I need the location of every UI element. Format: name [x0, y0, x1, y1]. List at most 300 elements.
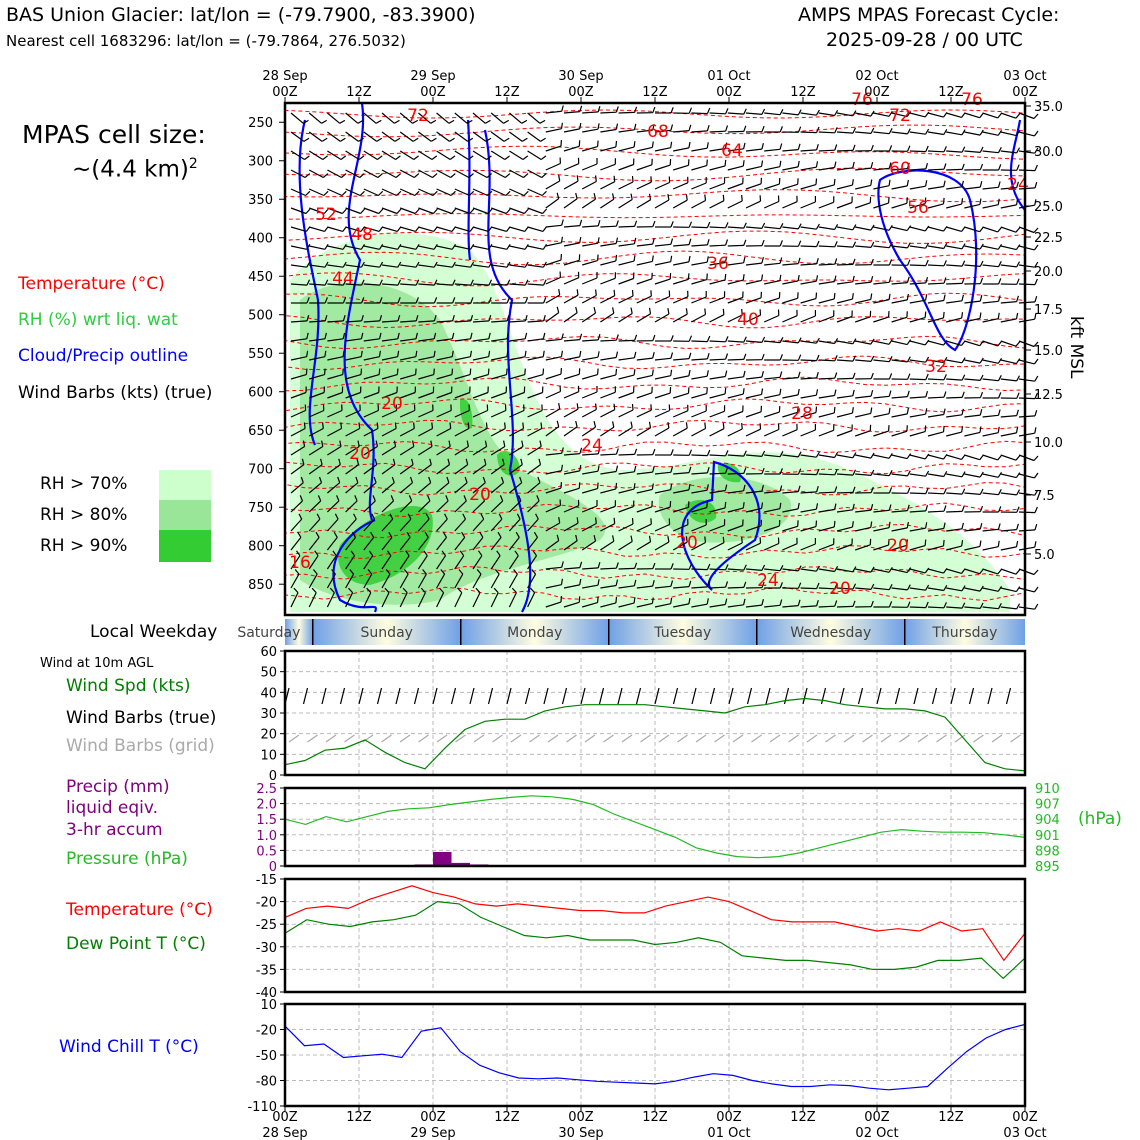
time-date-label: 30 Sep [558, 69, 604, 84]
pressure-unit: (hPa) [1078, 809, 1122, 829]
wind-barb-shaft [837, 492, 853, 493]
temp-tick-label: -35 [255, 963, 277, 979]
wind-barb-shaft [710, 455, 726, 456]
wind-barb-grid [881, 735, 891, 742]
pressure-tick-label: 750 [248, 501, 273, 517]
wind-barb-flag [395, 423, 396, 429]
wind-barb-shaft [819, 606, 835, 607]
legend-precip-accum: 3-hr accum [66, 820, 163, 840]
wind-barb-flag [488, 369, 489, 375]
wind-barb-true [489, 688, 493, 704]
temperature-contour-label: 60 [889, 159, 911, 179]
wind-speed-tick-label: 30 [260, 707, 277, 722]
wind-barb-shaft [1019, 170, 1035, 171]
wind-barb-flag [834, 521, 835, 527]
wind-barb-grid [604, 735, 614, 742]
wind-barb-true [322, 688, 326, 704]
wind-barb-true [988, 688, 992, 704]
wind-barb-grid [715, 735, 725, 742]
wind-barb-true [803, 688, 807, 704]
wind-barb-flag [925, 540, 926, 546]
wind-barb-shaft [946, 511, 962, 512]
wind-barb-shaft [819, 264, 835, 265]
wind-barb-true [618, 688, 622, 704]
time-date-label: 02 Oct [855, 69, 899, 84]
time-hour-label: 00Z [420, 85, 446, 100]
temperature-contour-label: 20 [381, 394, 403, 414]
weekday-label: Local Weekday [90, 622, 218, 642]
wind-barb-flag [414, 423, 415, 429]
precip-bar [433, 852, 452, 866]
wind-barb-grid [696, 735, 706, 742]
wind-barb-flag [962, 426, 963, 432]
precip-tick-label: 2.5 [256, 782, 277, 797]
wind-barb-true [396, 688, 400, 704]
time-date-label: 28 Sep [262, 69, 308, 84]
wind-barb-shaft [801, 360, 817, 361]
wind-barb-grid [641, 735, 651, 742]
wind-barb-flag [1035, 587, 1039, 592]
pressure-tick-label: 400 [248, 231, 273, 247]
wind-barb-shaft [1019, 512, 1035, 513]
bottom-hour-label: 00Z [568, 1110, 594, 1125]
wind-barb-flag [577, 403, 578, 409]
wind-barb-grid [992, 735, 1002, 742]
pressure-tick-label: 300 [248, 154, 273, 170]
wind-barb-flag [1035, 524, 1037, 530]
pressure-tick-label: 350 [248, 193, 273, 209]
cell-size-label: MPAS cell size: [22, 120, 206, 149]
kft-tick-label: 30.0 [1034, 145, 1063, 160]
windchill-tick-label: 10 [260, 998, 277, 1013]
wind-barb-shaft [928, 493, 944, 494]
wind-barb-flag [306, 369, 307, 375]
wind-barb-grid [308, 735, 318, 742]
kft-tick-label: 20.0 [1034, 265, 1063, 280]
wind-barb-true [951, 688, 955, 704]
pressure-tick-label: 904 [1035, 813, 1060, 829]
wind-barb-flag [707, 502, 708, 508]
wind-barb-true [304, 688, 308, 704]
wind-barb-flag [598, 597, 599, 603]
temperature-contour-label: 20 [469, 485, 491, 505]
wind-barb-flag [486, 423, 487, 429]
wind-barb-grid [474, 735, 484, 742]
wind-barb-flag [723, 423, 724, 429]
legend-precip: Precip (mm) [66, 777, 170, 797]
temperature-contour-label: 28 [791, 404, 813, 424]
legend-cloud: Cloud/Precip outline [18, 346, 189, 366]
wind-barb-shaft [728, 131, 744, 132]
wind-barb-shaft [837, 378, 853, 379]
wind-barb-shaft [819, 378, 835, 379]
wind-barb-shaft [910, 265, 926, 266]
wind-barb-shaft [710, 113, 726, 114]
wind-barb-shaft [819, 246, 835, 247]
temp-tick-label: -40 [255, 986, 277, 1001]
wind-barb-flag [725, 274, 726, 280]
time-hour-label: 00Z [568, 85, 594, 100]
wind-barb-flag [1035, 359, 1039, 364]
wind-barb-flag [705, 537, 706, 543]
wind-barb-grid [382, 735, 392, 742]
legend-pressure: Pressure (hPa) [66, 849, 188, 869]
wind-barb-shaft [946, 397, 962, 398]
wind-barb-flag [742, 423, 743, 429]
wind-barb-shaft [691, 569, 707, 570]
wind-barb-shaft [600, 568, 616, 569]
wind-barb-shaft [946, 283, 962, 284]
wind-barb-flag [1035, 507, 1037, 513]
wind-barb-grid [844, 735, 854, 742]
kft-tick-label: 35.0 [1034, 100, 1063, 115]
wind-barb-flag [944, 426, 945, 432]
temperature-contour-label: 76 [961, 90, 983, 110]
wind-barb-flag [705, 309, 706, 315]
wind-barb-flag [1035, 131, 1039, 136]
legend-windchill: Wind Chill T (°C) [59, 1037, 199, 1057]
wind-barb-shaft [910, 607, 926, 608]
wind-barb-flag [523, 423, 524, 429]
wind-barb-shaft [710, 587, 726, 588]
bottom-date-label: 01 Oct [707, 1126, 751, 1140]
wind-barb-flag [1035, 165, 1037, 171]
wind-barb-true [415, 688, 419, 704]
wind-barb-grid [493, 735, 503, 742]
temperature-contour-label: 24 [1007, 175, 1029, 195]
wind-barb-flag [633, 518, 634, 524]
wind-barb-flag [616, 141, 617, 147]
wind-barb-true [1007, 688, 1011, 704]
legend-wind-barbs-true: Wind Barbs (true) [66, 708, 217, 728]
temperature-contour-label: 32 [925, 357, 947, 377]
wind-barb-grid [289, 735, 299, 742]
wind-barb-grid [826, 735, 836, 742]
temp-tick-label: -25 [255, 918, 277, 934]
wind-barb-flag [853, 521, 854, 527]
kft-axis-label: kft MSL [1066, 316, 1086, 379]
kft-tick-label: 22.5 [1034, 231, 1063, 246]
legend-wind-speed: Wind Spd (kts) [66, 676, 191, 696]
wind-barb-flag [742, 537, 743, 543]
kft-tick-label: 15.0 [1034, 344, 1063, 359]
wind-barb-flag [723, 537, 724, 543]
wind-barb-shaft [710, 131, 726, 132]
wind-barb-flag [686, 422, 687, 428]
wind-barb-flag [925, 426, 926, 432]
wind-barb-flag [1035, 473, 1039, 478]
wind-barb-grid [863, 735, 873, 742]
pressure-tick-label: 850 [248, 578, 273, 594]
wind-barb-grid [326, 735, 336, 742]
wind-barb-grid [659, 735, 669, 742]
legend-dewpoint: Dew Point T (°C) [66, 934, 206, 954]
wind-barb-flag [614, 290, 615, 296]
precip-tick-label: 0.5 [256, 844, 277, 860]
wind-barb-flag [596, 176, 597, 182]
wind-barb-flag [397, 369, 398, 375]
bottom-hour-label: 12Z [346, 1110, 372, 1125]
wind-barb-true [859, 688, 863, 704]
wind-barb-flag [633, 404, 634, 410]
wind-speed-tick-label: 20 [260, 727, 277, 743]
legend-wind-barbs: Wind Barbs (kts) (true) [18, 383, 213, 403]
wind-barb-flag [705, 423, 706, 429]
wind-barb-flag [633, 176, 634, 182]
wind-barb-flag [1035, 604, 1038, 609]
wind-barb-flag [634, 597, 635, 603]
wind-barb-grid [807, 735, 817, 742]
wind-barb-flag [304, 423, 305, 429]
temperature-contour-label: 20 [349, 444, 371, 464]
cell-size-text: ~(4.4 km) [72, 156, 189, 183]
wind-barb-grid [789, 735, 799, 742]
wind-barb-flag [705, 195, 706, 201]
bottom-hour-label: 12Z [790, 1110, 816, 1125]
wind-barb-grid [548, 735, 558, 742]
wind-barb-true [896, 688, 900, 704]
wind-barb-flag [743, 388, 744, 394]
kft-tick-label: 12.5 [1034, 388, 1063, 403]
wind-barb-shaft [928, 511, 944, 512]
wind-barb-flag [707, 160, 708, 166]
wind-barb-flag [944, 312, 945, 318]
wind-barb-flag [577, 289, 578, 295]
wind-barb-flag [596, 290, 597, 296]
wind-barb-flag [577, 517, 578, 523]
wind-barb-flag [614, 176, 615, 182]
wind-speed-tick-label: 0 [268, 769, 277, 784]
wind-barb-flag [686, 194, 687, 200]
wind-barb-flag [944, 198, 945, 204]
wind-barb-shaft [837, 264, 853, 265]
pressure-tick-label: 910 [1035, 782, 1060, 797]
wind-barb-flag [598, 483, 599, 489]
wind-barb-flag [325, 369, 326, 375]
kft-tick-label: 10.0 [1034, 436, 1063, 451]
wind-barb-flag [853, 179, 854, 185]
wind-barb-flag [816, 179, 817, 185]
temp-tick-label: -30 [255, 940, 277, 956]
bottom-date-label: 29 Sep [410, 1126, 456, 1140]
time-hour-label: 00Z [864, 85, 890, 100]
wind-barb-grid [345, 735, 355, 742]
wind-barb-flag [379, 369, 380, 375]
wind-barb-shaft [928, 379, 944, 380]
wind-barb-grid [622, 735, 632, 742]
wind-barb-flag [1034, 456, 1038, 461]
wind-barb-flag [359, 423, 360, 429]
wind-barb-flag [743, 274, 744, 280]
wind-barb-shaft [691, 341, 707, 342]
wind-barb-flag [323, 423, 324, 429]
pressure-tick-label: 907 [1035, 797, 1060, 813]
wind-barb-true [600, 688, 604, 704]
wind-barb-true [692, 688, 696, 704]
weekday-name: Saturday [237, 625, 301, 641]
wind-barb-shaft [600, 226, 616, 227]
wind-barb-shaft [1019, 284, 1035, 285]
wind-barb-flag [1035, 410, 1037, 416]
wind-barb-flag [377, 423, 378, 429]
forecast-cycle-title: AMPS MPAS Forecast Cycle: [798, 4, 1060, 26]
temperature-contour-label: 52 [315, 205, 337, 225]
wind-barb-shaft [1019, 398, 1035, 399]
wind-barb-shaft [619, 340, 635, 341]
wind-barb-true [877, 688, 881, 704]
wind-barb-flag [614, 518, 615, 524]
wind-barb-true [970, 688, 974, 704]
wind-barb-shaft [819, 492, 835, 493]
wind-barb-grid [918, 735, 928, 742]
time-hour-label: 12Z [790, 85, 816, 100]
wind-barb-true [359, 688, 363, 704]
wind-barb-true [914, 688, 918, 704]
temperature-contour-label: 44 [332, 269, 354, 289]
wind-barb-flag [614, 404, 615, 410]
wind-barb-shaft [691, 455, 707, 456]
time-hour-label: 00Z [272, 85, 298, 100]
wind-barb-true [470, 688, 474, 704]
wind-barb-grid [511, 735, 521, 742]
wind-barb-shaft [910, 379, 926, 380]
wind-barb-flag [541, 423, 542, 429]
wind-barb-true [433, 688, 437, 704]
time-hour-label: 12Z [346, 85, 372, 100]
wind-barb-flag [450, 423, 451, 429]
wind-barb-flag [598, 141, 599, 147]
wind-barb-true [674, 688, 678, 704]
wind-barb-true [637, 688, 641, 704]
kft-tick-label: 25.0 [1034, 200, 1063, 215]
legend-wind-barbs-grid: Wind Barbs (grid) [66, 736, 215, 756]
wind-barb-shaft [837, 606, 853, 607]
bottom-date-label: 30 Sep [558, 1126, 604, 1140]
temperature-contour-label: 40 [737, 310, 759, 330]
legend-rh: RH (%) wrt liq. wat [18, 310, 178, 330]
pressure-tick-label: 800 [248, 539, 273, 555]
wind-barb-grid [733, 735, 743, 742]
precip-tick-label: 1.5 [256, 813, 277, 829]
wind-barb-flag [742, 195, 743, 201]
wind-barb-shaft [928, 607, 944, 608]
wind10m-title: Wind at 10m AGL [40, 656, 154, 671]
wind-barb-grid [585, 735, 595, 742]
wind-barb-true [711, 688, 715, 704]
wind-barb-flag [634, 483, 635, 489]
wind-barb-grid [419, 735, 429, 742]
bottom-hour-label: 00Z [716, 1110, 742, 1125]
wind-barb-flag [507, 369, 508, 375]
wind-barb-flag [1034, 570, 1038, 575]
temp-tick-label: -20 [255, 895, 277, 911]
wind-barb-true [452, 688, 456, 704]
pressure-tick-label: 250 [248, 116, 273, 132]
pressure-tick-label: 450 [248, 270, 273, 286]
wind-barb-grid [937, 735, 947, 742]
wind-barb-flag [616, 255, 617, 261]
pressure-tick-label: 650 [248, 424, 273, 440]
windchill-tick-label: -50 [255, 1049, 277, 1064]
wind-barb-flag [816, 293, 817, 299]
time-date-label: 01 Oct [707, 69, 751, 84]
kft-tick-label: 5.0 [1034, 548, 1055, 563]
pressure-tick-label: 898 [1035, 844, 1060, 860]
weekday-name: Sunday [360, 625, 413, 641]
wind-barb-flag [1035, 376, 1038, 381]
wind-speed-tick-label: 60 [260, 645, 277, 660]
wind-barb-shaft [728, 245, 744, 246]
wind-barb-shaft [910, 151, 926, 152]
wind-barb-flag [1035, 182, 1037, 188]
wind-barb-true [822, 688, 826, 704]
wind-barb-flag [616, 483, 617, 489]
wind-barb-shaft [801, 588, 817, 589]
wind-barb-flag [452, 369, 453, 375]
wind-barb-flag [598, 369, 599, 375]
wind-barb-true [526, 688, 530, 704]
wind-barb-shaft [619, 454, 635, 455]
wind-barb-shaft [819, 132, 835, 133]
bottom-hour-label: 12Z [494, 1110, 520, 1125]
cell-size-exponent: 2 [188, 156, 198, 172]
temperature-contour-label: 72 [407, 106, 429, 126]
wind-barb-grid [974, 735, 984, 742]
wind-barb-true [840, 688, 844, 704]
wind-barb-grid [752, 735, 762, 742]
wind-barb-true [748, 688, 752, 704]
wind-barb-shaft [801, 246, 817, 247]
weekday-name: Thursday [932, 625, 998, 641]
bottom-date-label: 28 Sep [262, 1126, 308, 1140]
wind-barb-shaft [600, 340, 616, 341]
wind-barb-flag [962, 312, 963, 318]
temperature-contour-label: 48 [351, 225, 373, 245]
wind-barb-flag [616, 597, 617, 603]
wind-barb-shaft [710, 341, 726, 342]
wind-barb-flag [1035, 427, 1036, 433]
wind-barb-flag [925, 312, 926, 318]
wind-barb-grid [900, 735, 910, 742]
wind-barb-flag [634, 141, 635, 147]
wind-barb-shaft [710, 227, 726, 228]
time-date-label: 29 Sep [410, 69, 456, 84]
wind-barb-shaft [691, 113, 707, 114]
wind-barb-flag [725, 502, 726, 508]
wind-barb-flag [343, 369, 344, 375]
weekday-name: Monday [507, 625, 563, 641]
pressure-tick-label: 895 [1035, 860, 1060, 875]
forecast-cycle-time: 2025-09-28 / 00 UTC [826, 29, 1023, 51]
wind-barb-flag [962, 198, 963, 204]
pressure-tick-label: 600 [248, 385, 273, 401]
time-date-label: 03 Oct [1003, 69, 1047, 84]
wind-barb-grid [437, 735, 447, 742]
weekday-name: Wednesday [790, 625, 872, 641]
wind-speed-tick-label: 10 [260, 748, 277, 764]
wind-barb-flag [416, 369, 417, 375]
wind-barb-shaft [619, 226, 635, 227]
wind-barb-true [785, 688, 789, 704]
wind-barb-shaft [710, 245, 726, 246]
wind-barb-grid [567, 735, 577, 742]
wind-barb-true [655, 688, 659, 704]
wind-barb-flag [853, 293, 854, 299]
wind-barb-flag [816, 407, 817, 413]
wind-barb-flag [962, 540, 963, 546]
legend-temperature: Temperature (°C) [18, 274, 165, 294]
wind-barb-grid [678, 735, 688, 742]
